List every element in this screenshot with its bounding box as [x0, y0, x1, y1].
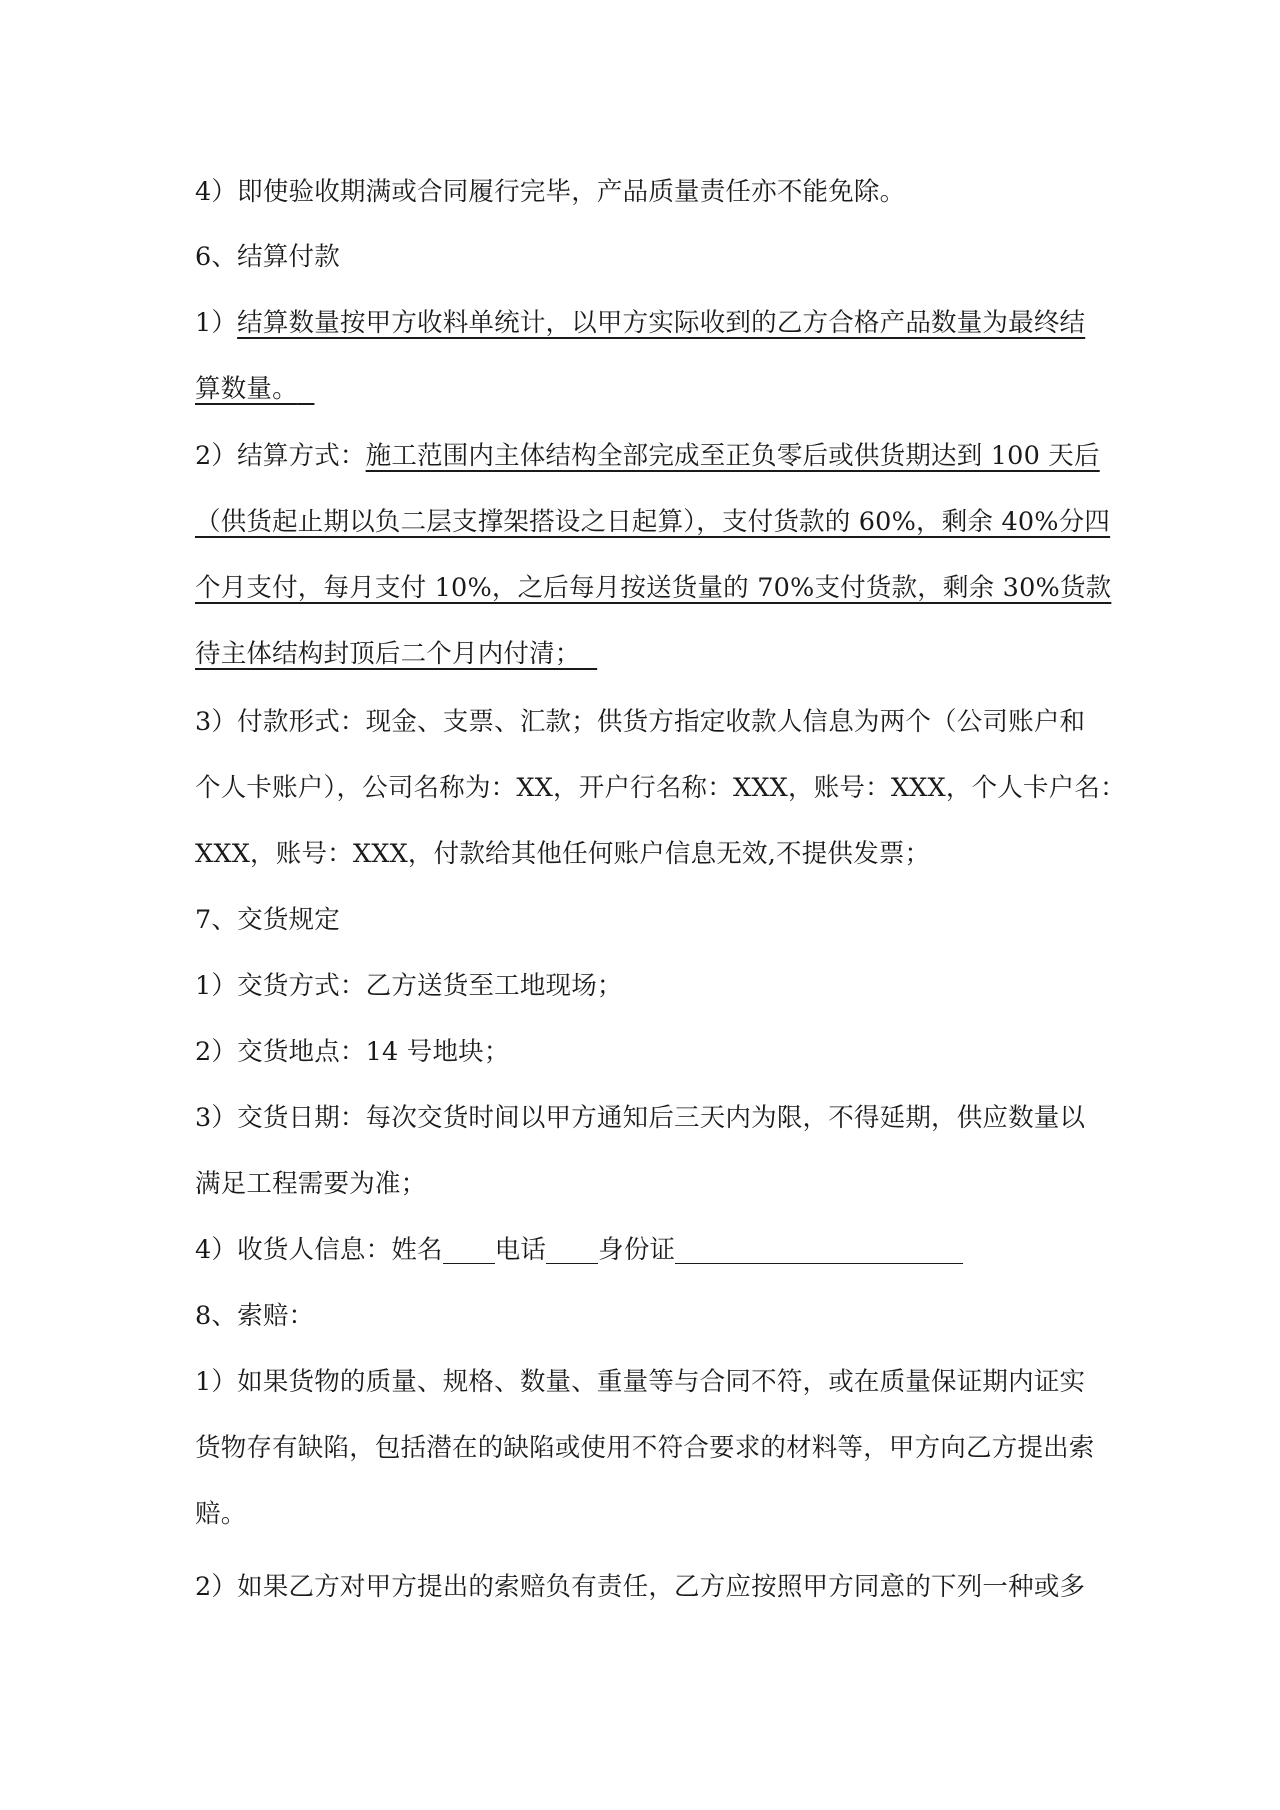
text: 2）交货地点：14 号地块； — [195, 1037, 510, 1067]
section-7-heading — [195, 903, 340, 937]
underlined-text: （供货起止期以负二层支撑架搭设之日起算），支付货款的 60%，剩余 40%分四 — [195, 507, 1111, 537]
text: 2）如果乙方对甲方提出的索赔负有责任，乙方应按照甲方同意的下列一种或多 — [195, 1572, 1086, 1602]
clause-8-item-1-line-2 — [195, 1431, 1095, 1465]
item-prefix: 2）结算方式： — [195, 441, 366, 471]
receiver-name-blank — [443, 1233, 495, 1264]
clause-6-item-2-line-1 — [195, 439, 1100, 473]
clause-6-item-2-line-3 — [195, 571, 1111, 605]
clause-7-item-4-receiver-info — [195, 1233, 963, 1267]
clause-6-item-1-line-1 — [195, 306, 1085, 340]
heading-text: 7、交货规定 — [195, 905, 340, 935]
text: 4）即使验收期满或合同履行完毕，产品质量责任亦不能免除。 — [195, 177, 906, 207]
underlined-text: 个月支付，每月支付 10%，之后每月按送货量的 70%支付货款，剩余 30%货款 — [195, 573, 1112, 603]
text: XXX，账号：XXX，付款给其他任何账户信息无效,不提供发票； — [195, 839, 931, 869]
clause-6-item-3-line-3 — [195, 837, 930, 871]
section-6-heading — [195, 240, 340, 274]
clause-8-item-1-line-3 — [195, 1497, 246, 1531]
clause-7-item-2 — [195, 1035, 510, 1069]
receiver-id-blank — [675, 1233, 963, 1264]
text: 1）交货方式：乙方送货至工地现场； — [195, 971, 623, 1001]
clause-6-item-2-line-4 — [195, 637, 597, 671]
underline-tail — [581, 639, 598, 669]
underlined-text: 待主体结构封顶后二个月内付清； — [195, 639, 581, 669]
receiver-name-label: 4）收货人信息：姓名 — [195, 1235, 443, 1265]
text: 3）交货日期：每次交货时间以甲方通知后三天内为限，不得延期，供应数量以 — [195, 1103, 1086, 1133]
clause-7-item-3-line-1 — [195, 1101, 1085, 1135]
clause-5-item-4 — [195, 175, 905, 209]
text: 满足工程需要为准； — [195, 1169, 427, 1199]
clause-7-item-3-line-2 — [195, 1167, 426, 1201]
clause-6-item-2-line-2 — [195, 505, 1110, 539]
underline-tail — [298, 374, 315, 404]
receiver-phone-label: 电话 — [494, 1235, 547, 1265]
heading-text: 6、结算付款 — [195, 242, 340, 272]
clause-6-item-3-line-2 — [195, 771, 1126, 805]
text: 1）如果货物的质量、规格、数量、重量等与合同不符，或在质量保证期内证实 — [195, 1367, 1086, 1397]
receiver-id-label: 身份证 — [598, 1235, 676, 1265]
clause-7-item-1 — [195, 969, 623, 1003]
text: 3）付款形式：现金、支票、汇款；供货方指定收款人信息为两个（公司账户和 — [195, 707, 1086, 737]
underlined-text: 施工范围内主体结构全部完成至正负零后或供货期达到 100 天后 — [365, 441, 1100, 471]
clause-6-item-3-line-1 — [195, 705, 1085, 739]
text: 个人卡账户），公司名称为：XX，开户行名称：XXX，账号：XXX，个人卡户名： — [195, 773, 1126, 803]
underlined-text: 算数量。 — [195, 374, 298, 404]
text: 赔。 — [195, 1499, 247, 1529]
underlined-text: 结算数量按甲方收料单统计，以甲方实际收到的乙方合格产品数量为最终结 — [237, 308, 1086, 338]
clause-6-item-1-line-2 — [195, 372, 314, 406]
heading-text: 8、索赔： — [195, 1301, 315, 1331]
item-prefix: 1） — [195, 308, 238, 338]
clause-8-item-1-line-1 — [195, 1365, 1085, 1399]
receiver-phone-blank — [546, 1233, 598, 1264]
section-8-heading — [195, 1299, 314, 1333]
clause-8-item-2-line-1 — [195, 1570, 1085, 1604]
text: 货物存有缺陷，包括潜在的缺陷或使用不符合要求的材料等，甲方向乙方提出索 — [195, 1433, 1095, 1463]
